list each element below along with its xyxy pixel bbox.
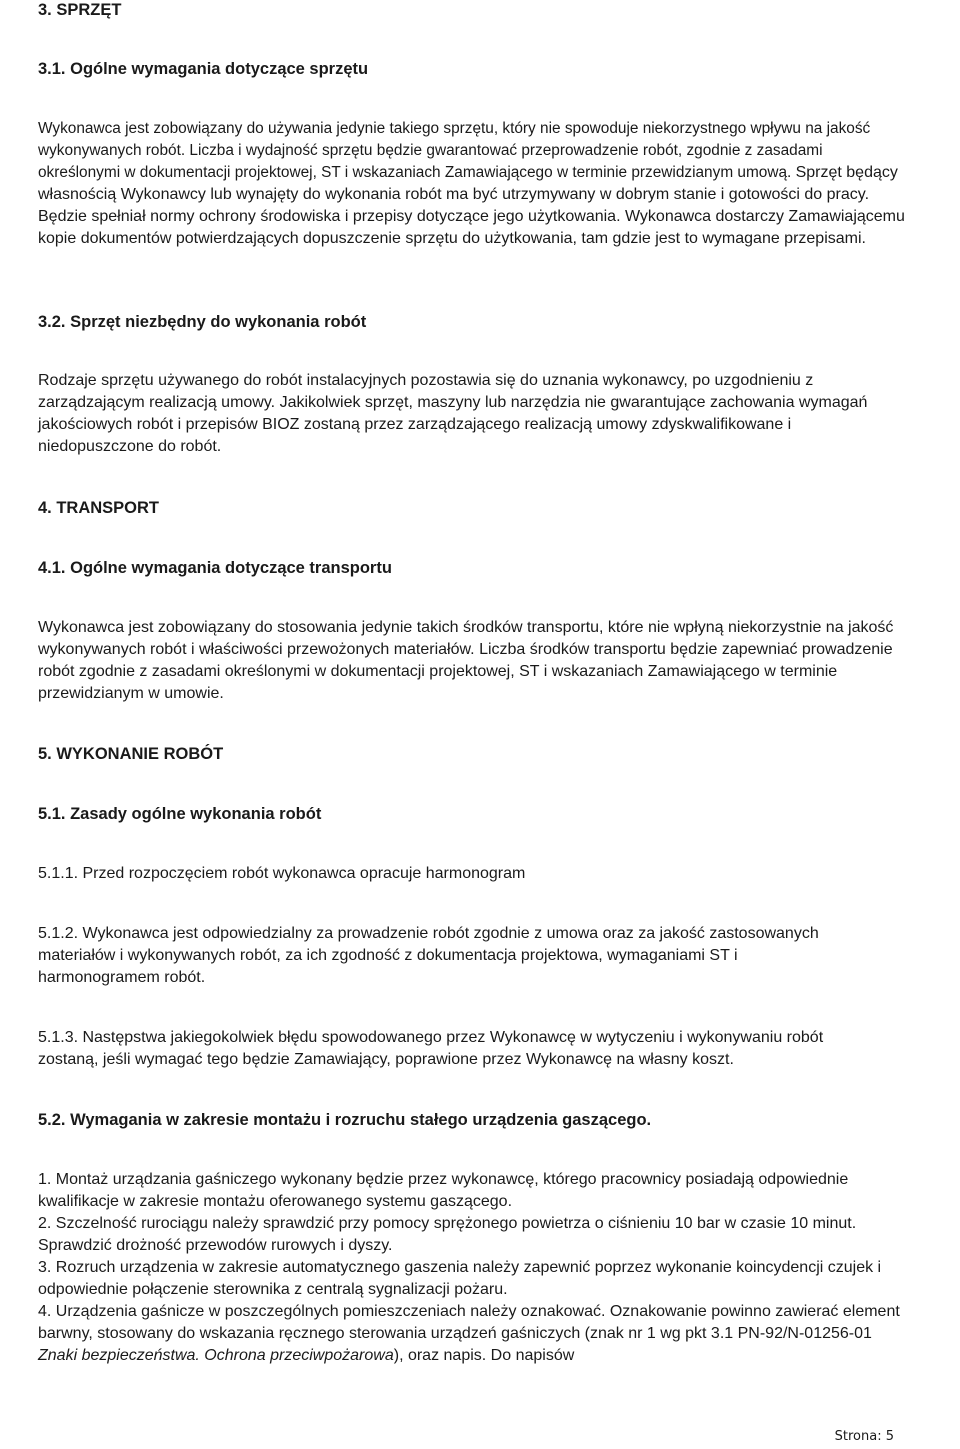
list-item-1: 1. Montaż urządzania gaśniczego wykonany będzie przez wykonawcę, którego pracownicy posiadają odpowiednie kwalifikacje w zakresie montażu oferowanego systemu gaszącego. (38, 1171, 849, 1210)
heading-section-5-2: 5.2. Wymagania w zakresie montażu i rozruchu stałego urządzenia gaszącego. (38, 1111, 652, 1129)
page-footer (835, 1429, 894, 1445)
page-number: 5 (885, 1429, 894, 1444)
paragraph-5-1-1: 5.1.1. Przed rozpoczęciem robót wykonawca opracuje harmonogram (38, 865, 526, 882)
heading-section-5-1: 5.1. Zasady ogólne wykonania robót (38, 805, 322, 823)
paragraph-3-1-part-d: Będzie spełniał normy ochrony środowiska i przepisy dotyczące jego użytkowania. Wykonawca dostarczy Zamawiającemu kopie dokumentów potwierdzających dopuszczenie sprzętu do użytkowania, tam gdzie jest to wymagane przepisami. (38, 208, 905, 247)
heading-section-3-1: 3.1. Ogólne wymagania dotyczące sprzętu (38, 60, 369, 78)
paragraph-3-1-part-a: Wykonawca jest zobowiązany do używania jedynie takiego sprzętu, który nie spowoduje niekorzystnego wpływu na jakość wykonywanych robót. (38, 120, 871, 159)
list-item-4 (38, 1301, 908, 1367)
list-5-2 (38, 1169, 908, 1367)
page-number-label: Strona: (834, 1429, 882, 1444)
list-item-4-standard-title: Znaki bezpieczeństwa. Ochrona przeciwpożarowa (38, 1347, 394, 1364)
heading-section-5: 5. WYKONANIE ROBÓT (38, 745, 224, 763)
paragraph-4-1: Wykonawca jest zobowiązany do stosowania jedynie takich środków transportu, które nie wpłyną niekorzystnie na jakość wykonywanych robót i właściwości przewożonych materiałów. Liczba środków transportu będzie zapewniać prowadzenie robót zgodnie z zasadami określonymi w dokumentacji projektowej, ST i wskazaniach Zamawiającego w terminie przewidzianym w umowie. (38, 619, 894, 702)
list-item-4-text-b: ), oraz napis. Do napisów (393, 1347, 575, 1364)
heading-section-4: 4. TRANSPORT (38, 499, 160, 517)
list-item-4-text-a: 4. Urządzenia gaśnicze w poszczególnych pomieszczeniach należy oznakować. Oznakowanie powinno zawierać element barwny, stosowany do wskazania ręcznego sterowania urządzeń gaśniczych (znak nr 1 wg pkt 3.1 PN-92/N-01256-01 (38, 1303, 900, 1342)
paragraph-3-1 (38, 118, 908, 250)
paragraph-3-1-part-c: Sprzęt będący własnością Wykonawcy lub wynajęty do wykonania robót ma być utrzymywany w dobrym stanie i gotowości do pracy. (38, 164, 898, 203)
paragraph-5-1-3: 5.1.3. Następstwa jakiegokolwiek błędu spowodowanego przez Wykonawcę w wytyczeniu i wykonywaniu robót zostaną, jeśli wymagać tego będzie Zamawiający, poprawione przez Wykonawcę na własny koszt. (38, 1029, 824, 1068)
list-item-3: 3. Rozruch urządzenia w zakresie automatycznego gaszenia należy zapewnić poprzez wykonanie koincydencji czujek i odpowiednie połączenie sterownika z centralą sygnalizacji pożaru. (38, 1259, 882, 1298)
heading-section-3-2: 3.2. Sprzęt niezbędny do wykonania robót (38, 313, 367, 331)
paragraph-5-1-2: 5.1.2. Wykonawca jest odpowiedzialny za prowadzenie robót zgodnie z umowa oraz za jakość zastosowanych materiałów i wykonywanych robót, za ich zgodność z dokumentacja projektowa, wymaganiami ST i harmonogramem robót. (38, 925, 819, 986)
paragraph-3-1-part-b: Liczba i wydajność sprzętu będzie gwarantować przeprowadzenie robót, zgodnie z zasadami określonymi w dokumentacji projektowej, ST i wskazaniach Zamawiającego w terminie przewidzianym umową. (38, 142, 823, 181)
list-item-2: 2. Szczelność rurociągu należy sprawdzić przy pomocy sprężonego powietrza o ciśnieniu 10 bar w czasie 10 minut. Sprawdzić drożność przewodów rurowych i dyszy. (38, 1215, 857, 1254)
heading-section-3: 3. SPRZĘT (38, 1, 122, 19)
heading-section-4-1: 4.1. Ogólne wymagania dotyczące transportu (38, 559, 392, 577)
paragraph-3-2: Rodzaje sprzętu używanego do robót instalacyjnych pozostawia się do uznania wykonawcy, po uzgodnieniu z zarządzającym realizacją umowy. Jakikolwiek sprzęt, maszyny lub narzędzia nie gwarantujące zachowania wymagań jakościowych robót i przepisów BIOZ zostaną przez zarządzającego realizacją umowy zdyskwalifikowane i niedopuszczone do robót. (38, 372, 868, 455)
